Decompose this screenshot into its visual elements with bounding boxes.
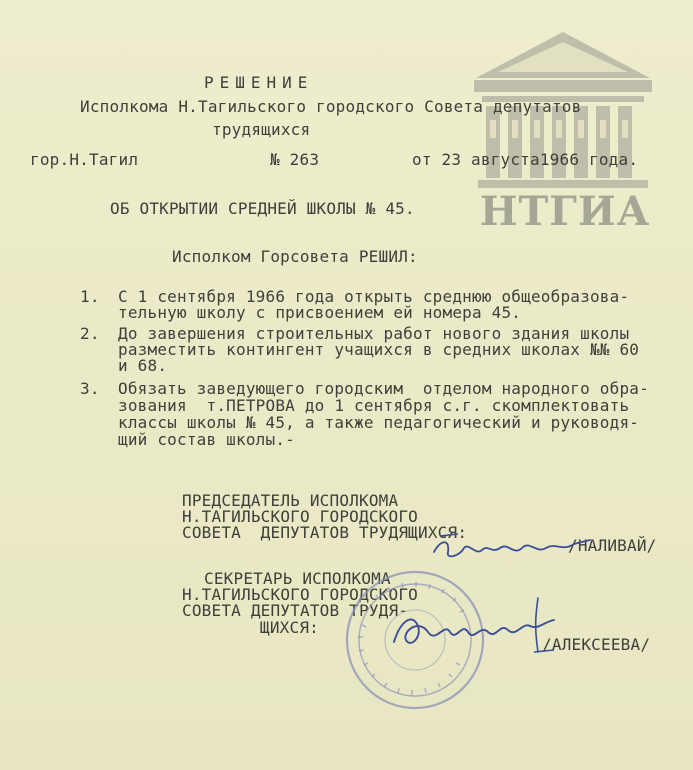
chairman-title-line-2: Н.ТАГИЛЬСКОГО ГОРОДСКОГО <box>182 507 418 526</box>
document-date: от 23 августа1966 года. <box>412 150 639 169</box>
item-number-1: 1. <box>80 287 100 306</box>
item-2-line-3: и 68. <box>118 356 168 375</box>
watermark-text: НТГИА <box>479 188 651 235</box>
document-number: № 263 <box>270 150 320 169</box>
item-number-2: 2. <box>80 324 100 343</box>
chairman-signature-icon <box>430 526 600 566</box>
secretary-title-line-2: Н.ТАГИЛЬСКОГО ГОРОДСКОГО <box>182 585 418 604</box>
secretary-title-line-3: СОВЕТА ДЕПУТАТОВ ТРУДЯ- <box>182 601 409 620</box>
item-3-line-4: щий состав школы.- <box>118 430 295 449</box>
issuer-line-1: Исполкома Н.Тагильского городского Совета депутатов <box>80 97 582 116</box>
item-3-line-2: зования т.ПЕТРОВА до 1 сентября с.г. скомплектовать <box>118 396 630 415</box>
document-title: РЕШЕНИЕ <box>204 73 314 92</box>
secretary-title-line-4: ЩИХСЯ: <box>260 618 319 637</box>
secretary-name: /АЛЕКСЕЕВА/ <box>542 635 651 654</box>
item-3-line-3: классы школы № 45, а также педагогический и руководя- <box>118 413 640 432</box>
document-subject: ОБ ОТКРЫТИИ СРЕДНЕЙ ШКОЛЫ № 45. <box>110 199 415 218</box>
chairman-title-line-3: СОВЕТА ДЕПУТАТОВ ТРУДЯЩИХСЯ: <box>182 523 468 542</box>
item-2-line-2: разместить контингент учащихся в средних школах №№ 60 <box>118 340 640 359</box>
preamble: Исполком Горсовета РЕШИЛ: <box>172 247 418 266</box>
chairman-title-line-1: ПРЕДСЕДАТЕЛЬ ИСПОЛКОМА <box>182 491 399 510</box>
chairman-name: /НАЛИВАЙ/ <box>568 536 657 555</box>
item-3-line-1: Обязать заведующего городским отделом народного обра- <box>118 379 649 398</box>
item-1-line-1: С 1 сентября 1966 года открыть среднюю общеобразова- <box>118 287 630 306</box>
item-2-line-1: До завершения строительных работ нового здания школы <box>118 324 630 343</box>
issuer-line-2: трудящихся <box>212 120 311 139</box>
item-1-line-2: тельную школу с присвоением ей номера 45. <box>118 303 522 322</box>
secretary-title-line-1: СЕКРЕТАРЬ ИСПОЛКОМА <box>204 569 391 588</box>
secretary-signature-icon <box>388 592 568 664</box>
place: гор.Н.Тагил <box>30 150 139 169</box>
item-number-3: 3. <box>80 379 100 398</box>
